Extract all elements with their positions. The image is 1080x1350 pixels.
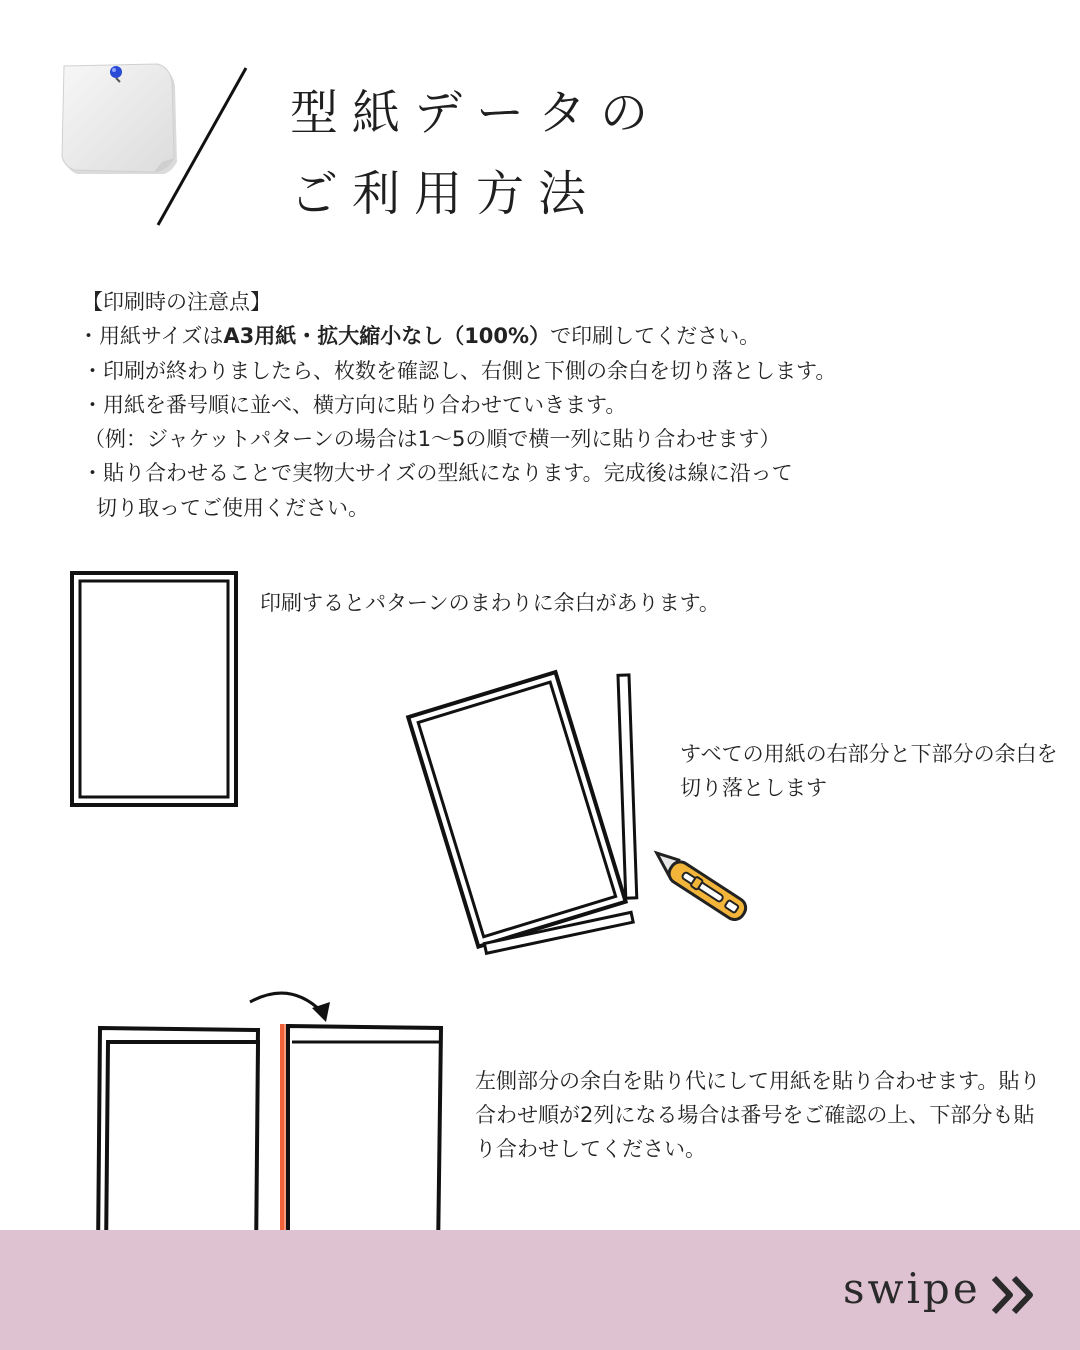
double-chevron-right-icon[interactable] [988, 1274, 1040, 1316]
joined-sheet-icon [288, 1026, 441, 1254]
notes-line-1-bold: A3用紙・拡大縮小なし（100%） [223, 324, 551, 349]
cutter-knife-icon [649, 847, 750, 923]
notes-line-1-prefix: ・用紙サイズは [78, 324, 224, 349]
trimmed-sheet-icon [408, 672, 637, 953]
step-3-caption: 左側部分の余白を貼り代にして用紙を貼り合わせます。貼り合わせ順が2列になる場合は番号をご確認の上、下部分も貼り合わせしてください。 [475, 1069, 1041, 1161]
printed-sheet-icon [72, 573, 236, 805]
stacked-sheets-icon [98, 1028, 258, 1258]
step-1-caption: 印刷するとパターンのまわりに余白があります。 [260, 591, 720, 615]
notes-line-5: ・貼り合わせることで実物大サイズの型紙になります。完成後は線に沿って [82, 461, 793, 486]
notes-heading: 【印刷時の注意点】 [82, 290, 271, 314]
curved-arrow-icon [250, 993, 330, 1022]
cut-strip-right [618, 675, 637, 898]
notes-line-1-suffix: で印刷してください。 [550, 324, 761, 349]
notes-line-6: 切り取ってご使用ください。 [96, 495, 369, 520]
swipe-label[interactable]: swipe [843, 1264, 981, 1313]
page-title-line-1: 型紙データの [290, 85, 663, 141]
step-2-caption: すべての用紙の右部分と下部分の余白を切り落とします [680, 742, 1058, 800]
notes-line-3: ・用紙を番号順に並べ、横方向に貼り合わせていきます。 [82, 392, 627, 417]
page-title-line-2: ご利用方法 [290, 166, 601, 222]
notes-line-2: ・印刷が終わりましたら、枚数を確認し、右側と下側の余白を切り落とします。 [82, 358, 837, 383]
notes-line-4: （例：ジャケットパターンの場合は1〜5の順で横一列に貼り合わせます） [84, 427, 781, 452]
